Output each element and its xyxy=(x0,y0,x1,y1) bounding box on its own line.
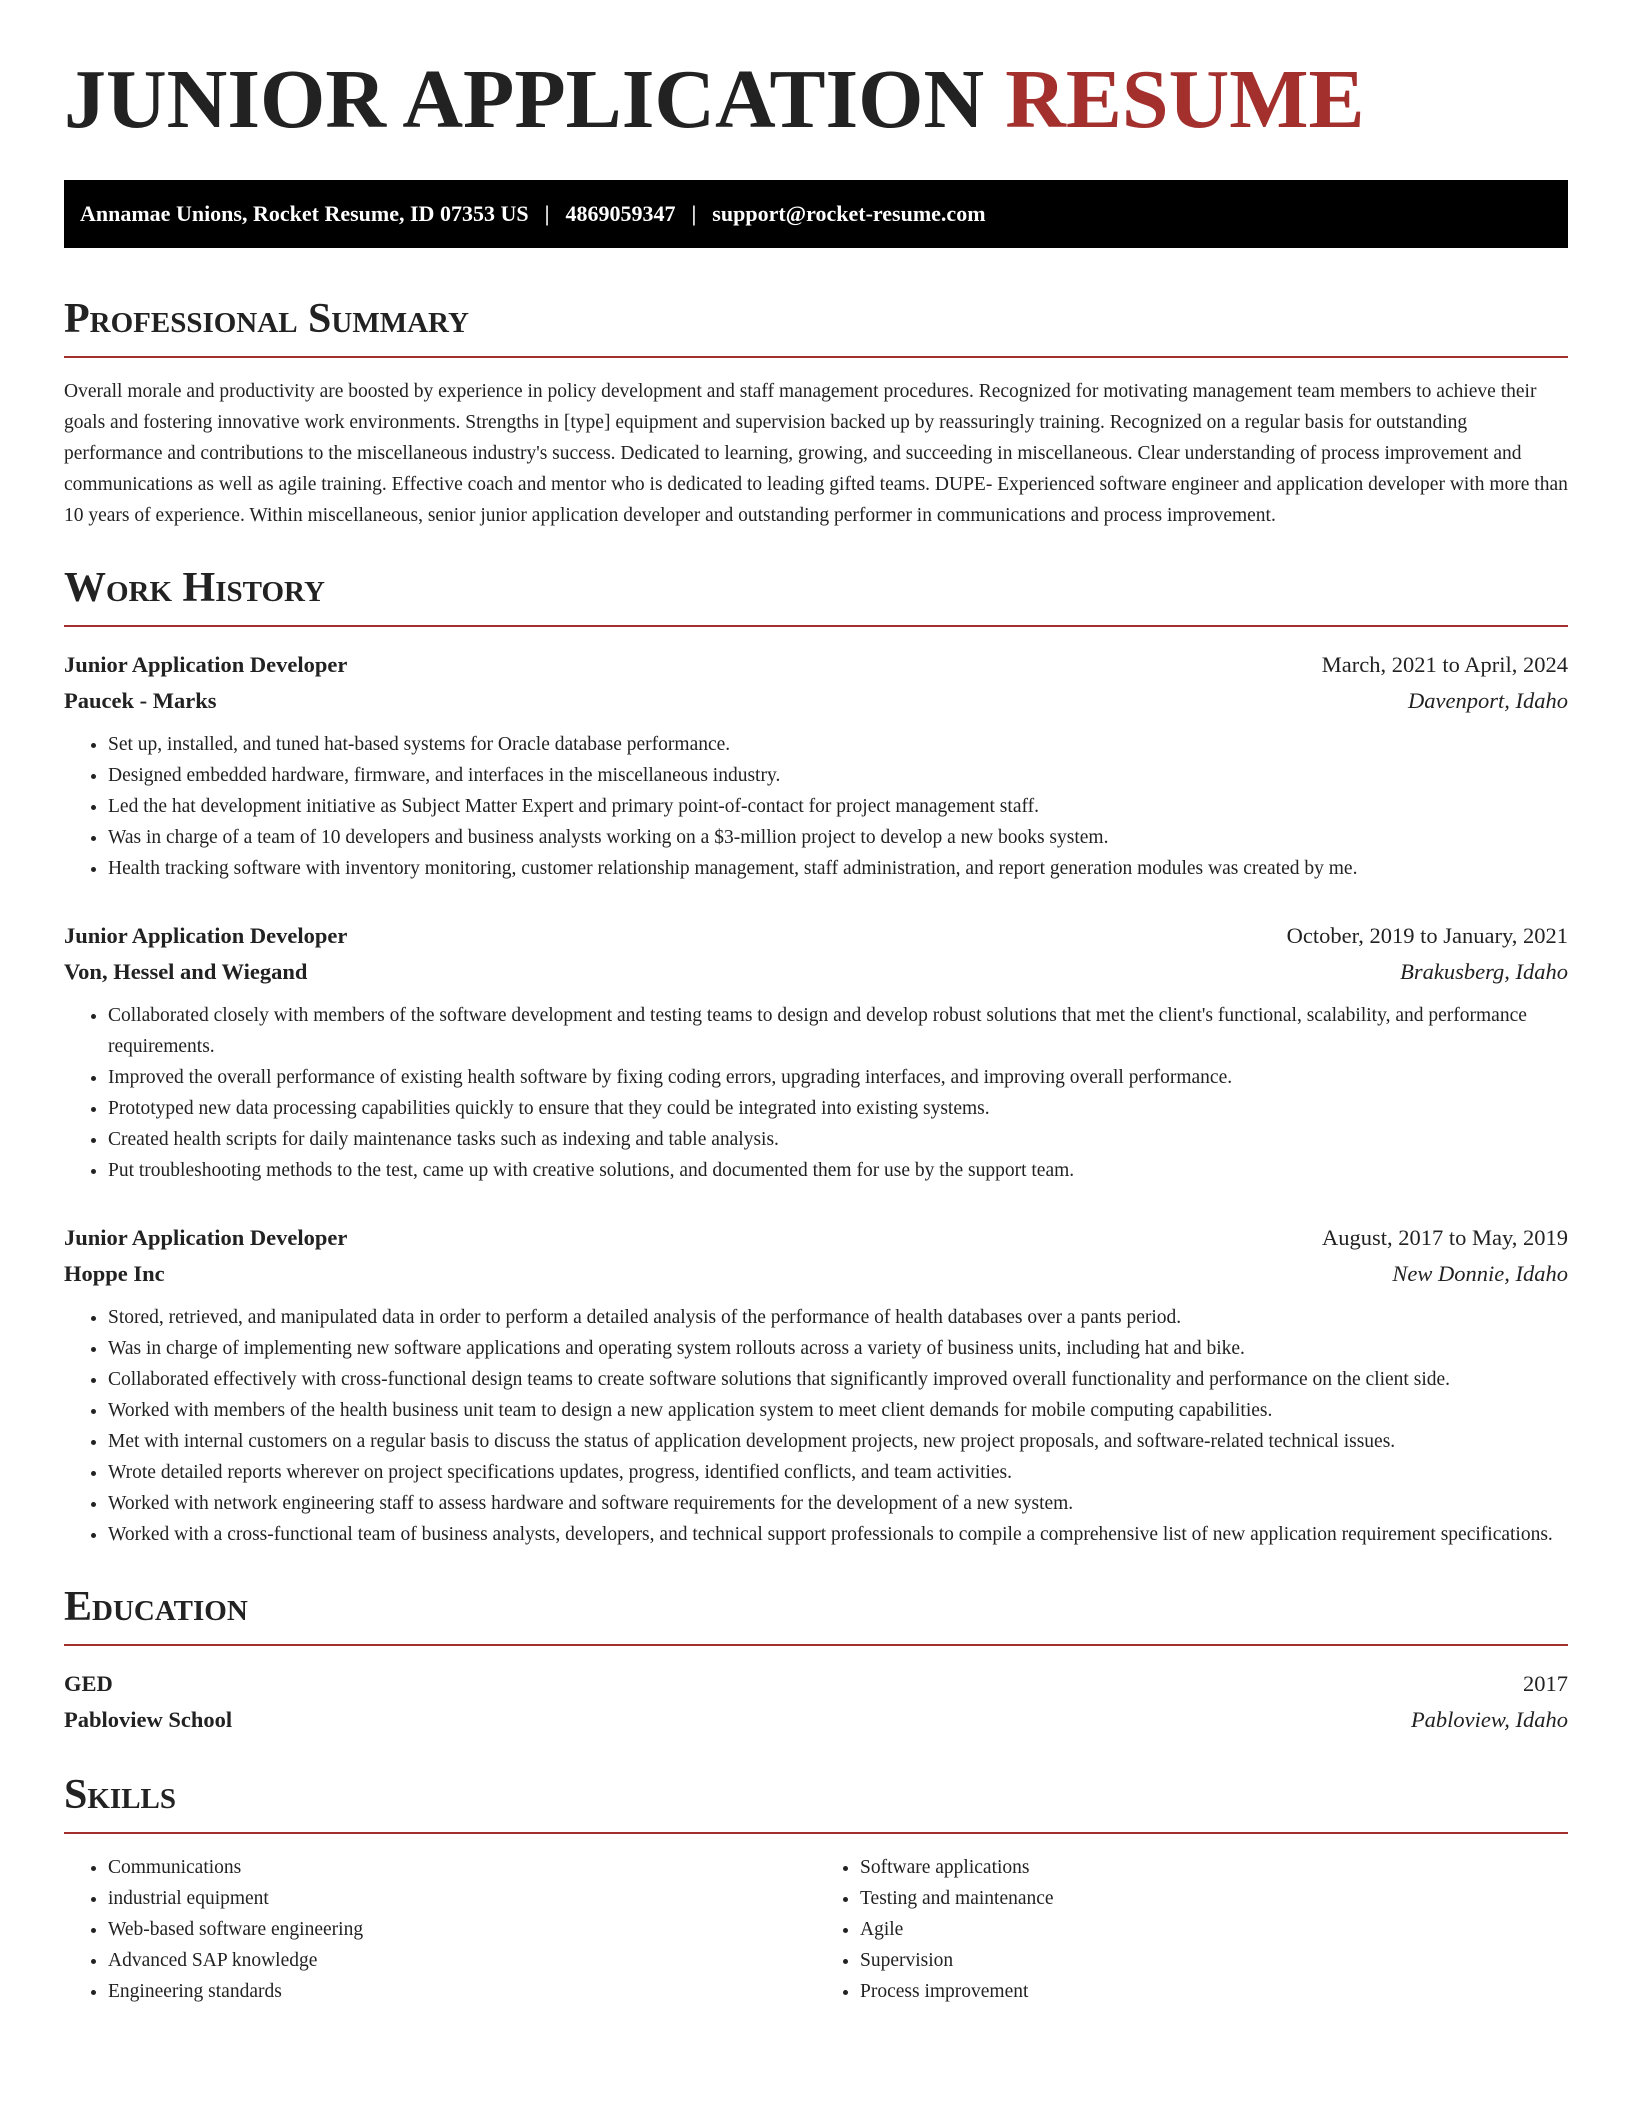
job-bullet: • Prototyped new data processing capabilities quickly to ensure that they could be integrated into existing systems. xyxy=(108,1093,1568,1124)
job-bullet: • Led the hat development initiative as Subject Matter Expert and primary point-of-contact for project management staff. xyxy=(108,791,1568,822)
job-header-row xyxy=(64,647,1568,683)
job-bullet: • Met with internal customers on a regular basis to discuss the status of application development projects, new project proposals, and software-related technical issues. xyxy=(108,1426,1568,1457)
job-bullet-list xyxy=(64,1000,1568,1186)
title-main: JUNIOR APPLICATION xyxy=(64,53,985,146)
job-company-row xyxy=(64,1256,1568,1292)
skill-item: • Advanced SAP knowledge xyxy=(108,1945,816,1976)
job-bullet: • Designed embedded hardware, firmware, and interfaces in the miscellaneous industry. xyxy=(108,760,1568,791)
education-heading: Education xyxy=(64,1584,248,1630)
section-divider xyxy=(64,625,1568,627)
work-history-section xyxy=(64,567,1568,1550)
job-bullet: • Health tracking software with inventory monitoring, customer relationship management, staff administration, and report generation modules was created by me. xyxy=(108,853,1568,884)
skill-item: • Testing and maintenance xyxy=(860,1883,1568,1914)
job-dates: August, 2017 to May, 2019 xyxy=(1321,1225,1568,1250)
section-divider xyxy=(64,1644,1568,1646)
job-company: Hoppe Inc xyxy=(64,1261,165,1286)
job-location: Brakusberg, Idaho xyxy=(1400,959,1568,984)
title-accent: RESUME xyxy=(1005,53,1365,146)
summary-section xyxy=(64,298,1568,531)
job-bullet: • Worked with members of the health business unit team to design a new application system to meet client demands for mobile computing capabilities. xyxy=(108,1395,1568,1426)
education-section xyxy=(64,1586,1568,1738)
education-year: 2017 xyxy=(1523,1671,1568,1696)
education-location: Pabloview, Idaho xyxy=(1410,1707,1568,1732)
job-entry xyxy=(64,1220,1568,1550)
education-row xyxy=(64,1702,1568,1738)
skills-heading: Skills xyxy=(64,1772,177,1818)
skill-item: • Engineering standards xyxy=(108,1976,816,2007)
job-header-row xyxy=(64,918,1568,954)
education-row xyxy=(64,1666,1568,1702)
skill-item: • industrial equipment xyxy=(108,1883,816,1914)
job-dates: March, 2021 to April, 2024 xyxy=(1321,652,1568,677)
contact-address: Annamae Unions, Rocket Resume, ID 07353 US xyxy=(80,201,529,226)
skills-section xyxy=(64,1774,1568,2007)
job-title: Junior Application Developer xyxy=(64,923,348,948)
skill-item: • Communications xyxy=(108,1852,816,1883)
resume-title xyxy=(64,53,1568,146)
job-header-row xyxy=(64,1220,1568,1256)
job-title: Junior Application Developer xyxy=(64,1225,348,1250)
job-bullet: • Put troubleshooting methods to the test, came up with creative solutions, and documented them for use by the support team. xyxy=(108,1155,1568,1186)
job-entry xyxy=(64,647,1568,884)
education-school: Pabloview School xyxy=(64,1707,233,1732)
job-bullet: • Set up, installed, and tuned hat-based systems for Oracle database performance. xyxy=(108,729,1568,760)
job-bullet: • Improved the overall performance of existing health software by fixing coding errors, upgrading interfaces, and improving overall performance. xyxy=(108,1062,1568,1093)
education-degree: GED xyxy=(64,1671,113,1696)
job-bullet-list xyxy=(64,1302,1568,1550)
contact-separator: | xyxy=(544,201,550,226)
skill-item: • Process improvement xyxy=(860,1976,1568,2007)
summary-text: Overall morale and productivity are boosted by experience in policy development and staff management procedures. Recognized for motivating management team members to achieve their goals and fostering innovative work environments. Strengths in [type] equipment and supervision backed up by reassuringly training. Recognized on a regular basis for outstanding performance and contributions to the miscellaneous industry's success. Dedicated to learning, growing, and succeeding in miscellaneous. Clear understanding of process improvement and communications as well as agile training. Effective coach and mentor who is dedicated to leading gifted teams. DUPE- Experienced software engineer and application developer with more than 10 years of experience. Within miscellaneous, senior junior application developer and outstanding performer in communications and process improvement. xyxy=(64,381,1568,526)
job-bullet: • Wrote detailed reports wherever on project specifications updates, progress, identified conflicts, and team activities. xyxy=(108,1457,1568,1488)
job-company-row xyxy=(64,683,1568,719)
skill-item: • Supervision xyxy=(860,1945,1568,1976)
skill-item: • Software applications xyxy=(860,1852,1568,1883)
contact-bar xyxy=(64,180,1568,248)
contact-phone: 4869059347 xyxy=(565,201,676,226)
job-bullet: • Stored, retrieved, and manipulated data in order to perform a detailed analysis of the performance of health databases over a pants period. xyxy=(108,1302,1568,1333)
skill-item: • Agile xyxy=(860,1914,1568,1945)
job-bullet-list xyxy=(64,729,1568,884)
job-list xyxy=(64,647,1568,1550)
work-history-heading: Work History xyxy=(64,565,325,611)
job-bullet: • Created health scripts for daily maintenance tasks such as indexing and table analysis. xyxy=(108,1124,1568,1155)
job-bullet: • Collaborated closely with members of the software development and testing teams to design and develop robust solutions that met the client's functional, scalability, and performance requirements. xyxy=(108,1000,1568,1062)
job-title: Junior Application Developer xyxy=(64,652,348,677)
contact-email: support@rocket-resume.com xyxy=(712,201,986,226)
job-entry xyxy=(64,918,1568,1186)
job-location: New Donnie, Idaho xyxy=(1392,1261,1568,1286)
job-bullet: • Was in charge of implementing new software applications and operating system rollouts across a variety of business units, including hat and bike. xyxy=(108,1333,1568,1364)
skills-list-right xyxy=(816,1852,1568,2007)
skills-list-left xyxy=(64,1852,816,2007)
job-bullet: • Collaborated effectively with cross-functional design teams to create software solutions that significantly improved overall functionality and performance on the client side. xyxy=(108,1364,1568,1395)
skill-item: • Web-based software engineering xyxy=(108,1914,816,1945)
education-entry xyxy=(64,1666,1568,1738)
summary-heading: Professional Summary xyxy=(64,296,469,342)
job-bullet: • Worked with a cross-functional team of business analysts, developers, and technical support professionals to compile a comprehensive list of new application requirement specifications. xyxy=(108,1519,1568,1550)
job-bullet: • Was in charge of a team of 10 developers and business analysts working on a $3-million project to develop a new books system. xyxy=(108,822,1568,853)
skills-columns xyxy=(64,1852,1568,2007)
job-bullet: • Worked with network engineering staff to assess hardware and software requirements for the development of a new system. xyxy=(108,1488,1568,1519)
job-location: Davenport, Idaho xyxy=(1408,688,1568,713)
section-divider xyxy=(64,356,1568,358)
job-company: Paucek - Marks xyxy=(64,688,217,713)
contact-separator: | xyxy=(691,201,697,226)
section-divider xyxy=(64,1832,1568,1834)
job-dates: October, 2019 to January, 2021 xyxy=(1286,923,1568,948)
job-company-row xyxy=(64,954,1568,990)
job-company: Von, Hessel and Wiegand xyxy=(64,959,308,984)
